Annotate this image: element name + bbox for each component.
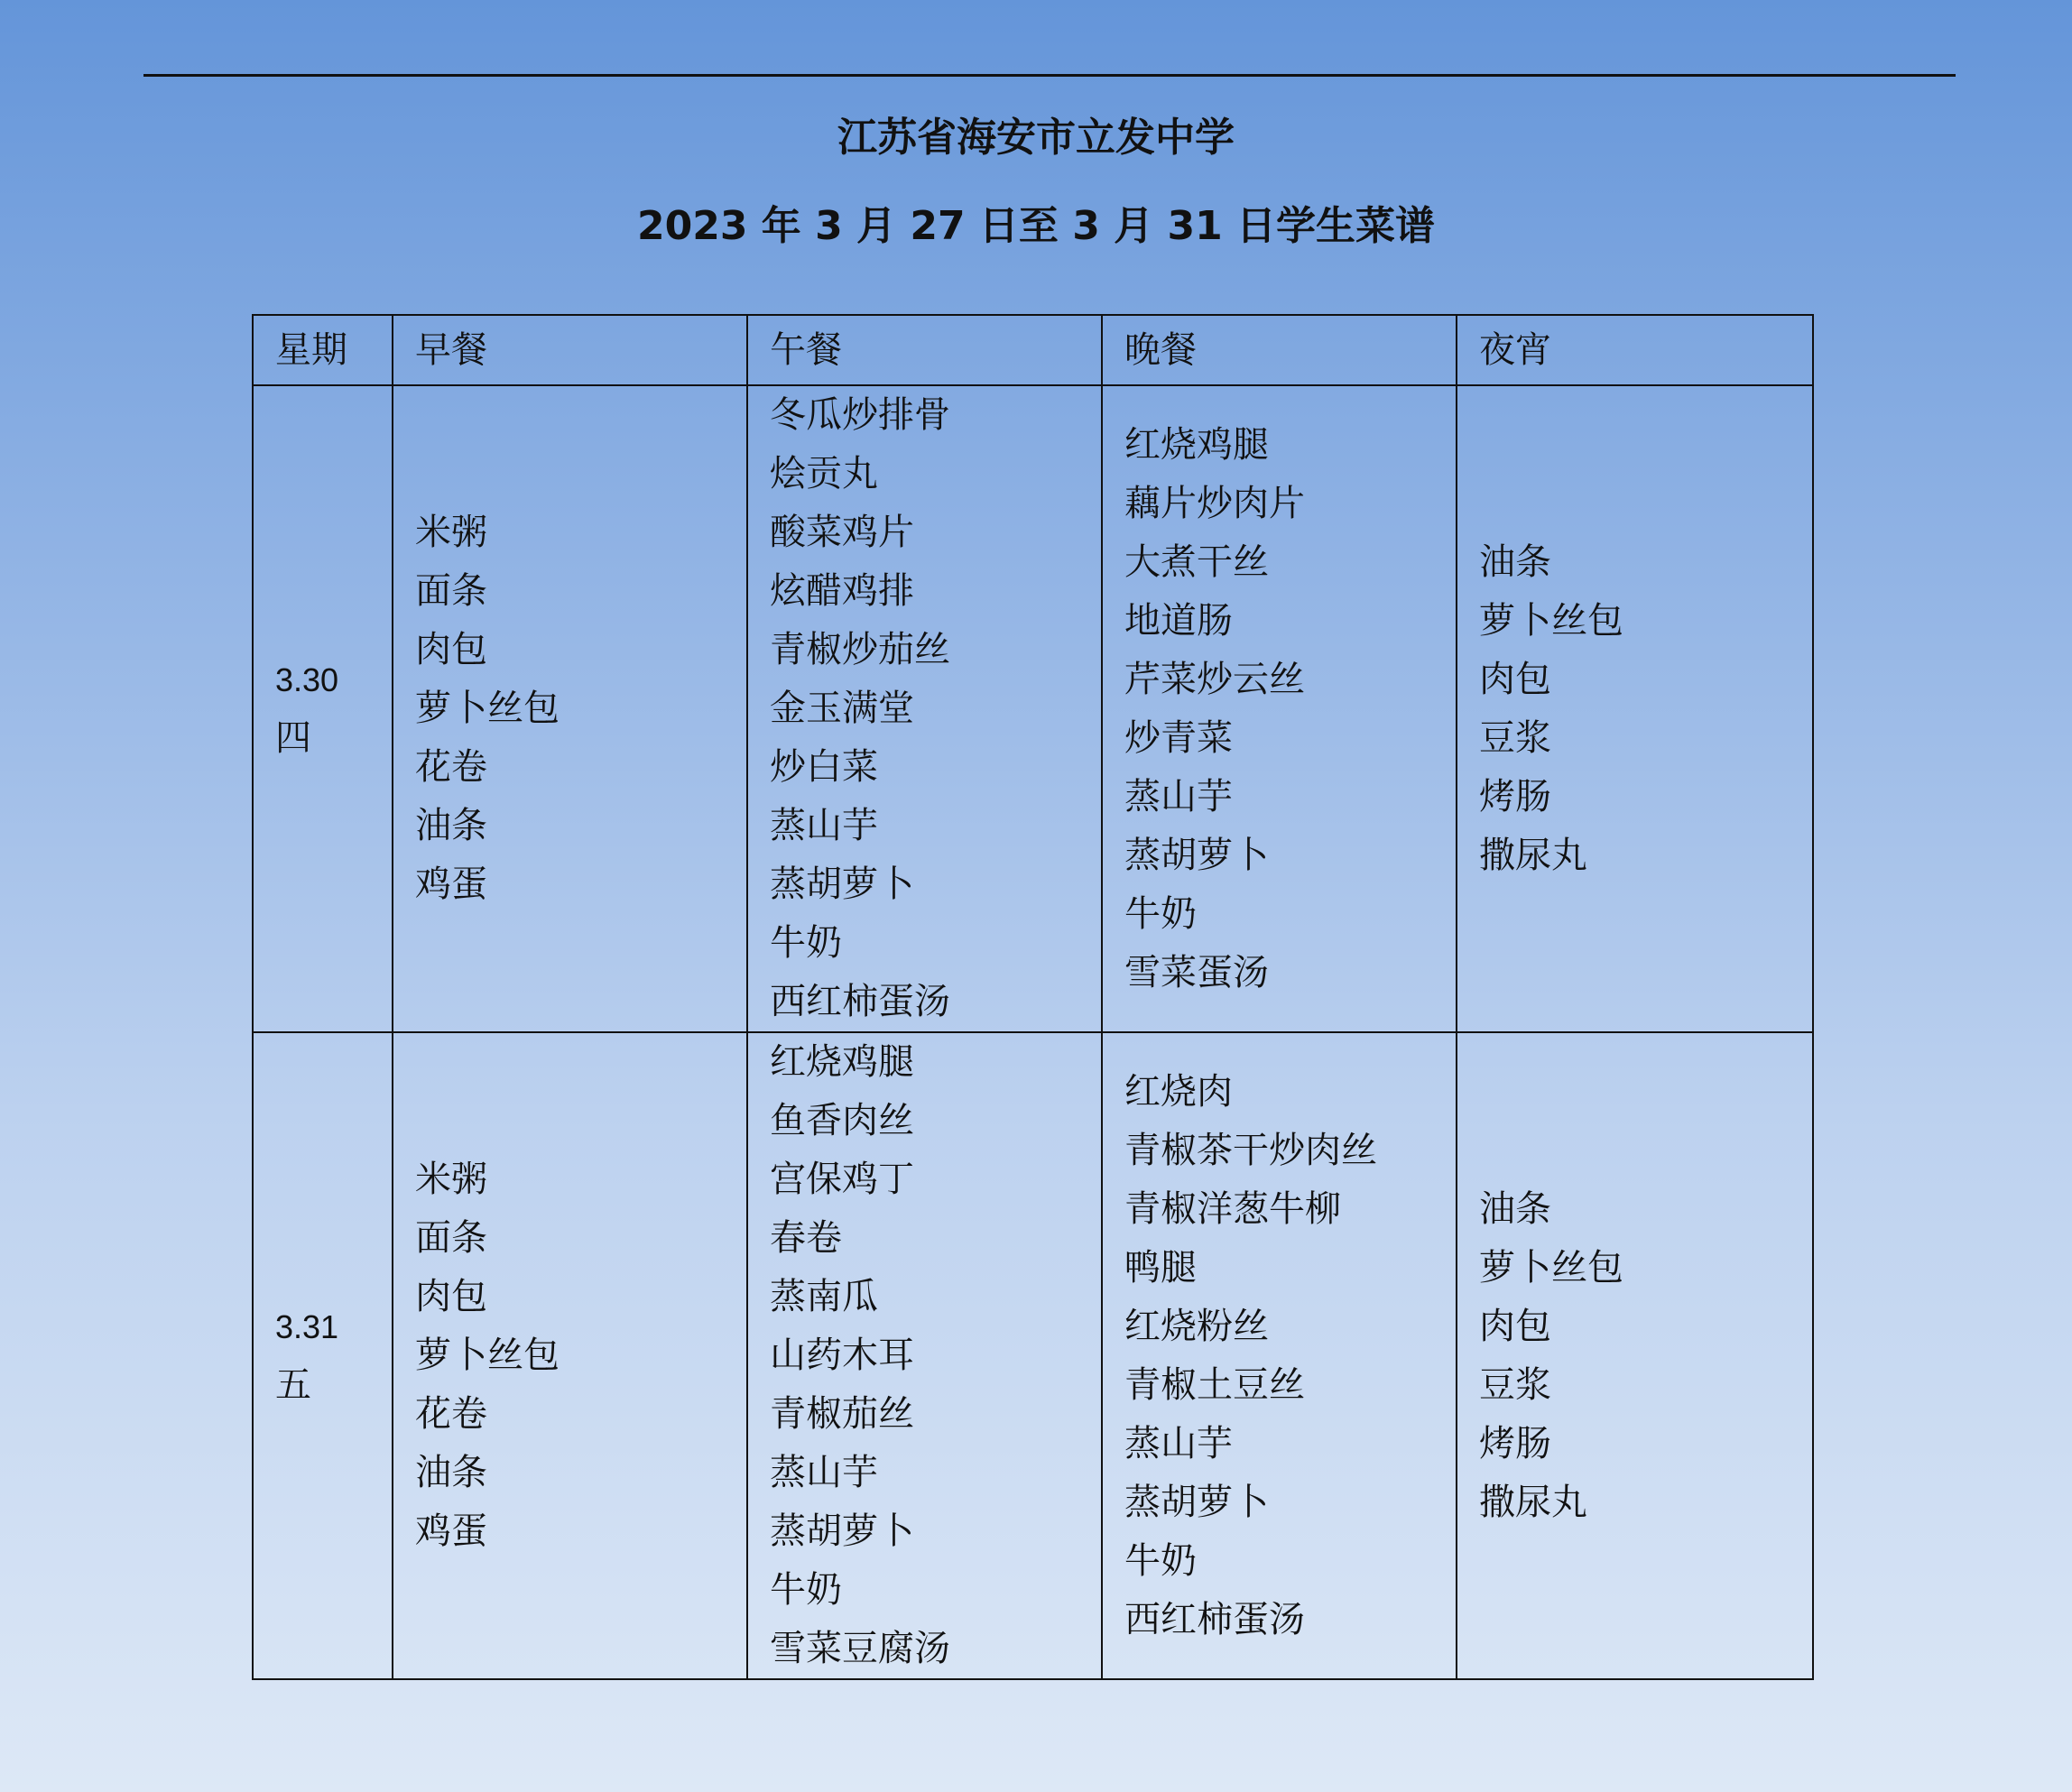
menu-title: 2023 年 3 月 27 日至 3 月 31 日学生菜谱 [636,203,1436,249]
dinner-cell [1102,1032,1457,1679]
dish-item: 油条 [1479,540,1551,583]
dish-item: 西红柿蛋汤 [1124,1598,1305,1640]
dish-item: 花卷 [415,1393,487,1435]
dish-item: 鸡蛋 [415,1510,487,1552]
dish-item: 红烧鸡腿 [770,1041,914,1083]
dish-item: 蒸胡萝卜 [1124,1481,1269,1523]
dish-item: 春卷 [770,1217,842,1259]
dish-item: 鸡蛋 [415,864,487,905]
header-day: 星期 [253,315,393,385]
dish-item: 烤肠 [1479,775,1551,817]
dish-item: 萝卜丝包 [1479,1246,1623,1289]
dish-item: 雪菜蛋汤 [1124,951,1269,993]
dish-item: 红烧鸡腿 [1124,423,1269,466]
dish-item: 牛奶 [1124,1539,1197,1582]
snack-cell [1457,1032,1813,1679]
dish-item: 烩贡丸 [770,453,878,494]
dish-item: 鸭腿 [1124,1246,1197,1289]
dish-item: 宫保鸡丁 [770,1159,914,1200]
dish-item: 蒸南瓜 [770,1276,878,1317]
dish-item: 油条 [415,805,487,846]
lunch-cell [747,1032,1102,1679]
dish-item: 肉包 [1479,658,1551,700]
dish-item: 豆浆 [1479,716,1551,759]
day-cell [253,385,393,1032]
table-row [253,1032,1813,1679]
dish-item: 米粥 [415,512,487,553]
dish-item: 地道肠 [1124,599,1233,642]
dish-item: 炒青菜 [1124,716,1233,759]
dish-item: 蒸胡萝卜 [770,1510,914,1552]
dish-item: 牛奶 [1124,892,1197,935]
header-snack: 夜宵 [1457,315,1813,385]
dish-item: 花卷 [415,746,487,788]
breakfast-cell [393,385,747,1032]
menu-table [252,314,1814,1680]
header-lunch: 午餐 [747,315,1102,385]
header-rule [143,74,1956,77]
dish-item: 油条 [415,1452,487,1493]
dish-item: 红烧肉 [1124,1070,1233,1113]
dish-item: 蒸胡萝卜 [770,864,914,905]
dish-item: 烤肠 [1479,1422,1551,1464]
dish-item: 撒尿丸 [1479,1481,1587,1523]
dish-item: 撒尿丸 [1479,834,1587,876]
dinner-cell [1102,385,1457,1032]
weekday-label: 四 [275,716,311,759]
dish-item: 蒸山芋 [1124,1422,1233,1464]
lunch-cell [747,385,1102,1032]
dish-item: 酸菜鸡片 [770,512,914,553]
dish-item: 萝卜丝包 [1479,599,1623,642]
dish-item: 青椒炒茄丝 [770,629,950,670]
dish-item: 山药木耳 [770,1335,914,1376]
dish-item: 芹菜炒云丝 [1124,658,1305,700]
dish-item: 青椒洋葱牛柳 [1124,1187,1341,1230]
day-cell [253,1032,393,1679]
dish-item: 藕片炒肉片 [1124,482,1305,524]
weekday-label: 五 [275,1363,311,1406]
dish-item: 金玉满堂 [770,688,914,729]
header-dinner: 晚餐 [1102,315,1457,385]
dish-item: 蒸山芋 [770,805,878,846]
school-name: 江苏省海安市立发中学 [837,115,1235,161]
dish-item: 萝卜丝包 [415,688,560,729]
date-label: 3.30 [275,660,339,698]
dish-item: 青椒土豆丝 [1124,1363,1305,1406]
date-label: 3.31 [275,1307,339,1345]
dish-item: 肉包 [415,1276,487,1317]
menu-body [253,385,1813,1679]
dish-item: 肉包 [1479,1305,1551,1347]
dish-item: 蒸山芋 [1124,775,1233,817]
dish-item: 西红柿蛋汤 [770,981,950,1022]
dish-item: 冬瓜炒排骨 [770,394,950,436]
dish-item: 油条 [1479,1187,1551,1230]
table-row [253,385,1813,1032]
dish-item: 炒白菜 [770,746,878,788]
dish-item: 青椒茄丝 [770,1393,914,1435]
dish-item: 红烧粉丝 [1124,1305,1269,1347]
dish-item: 蒸胡萝卜 [1124,834,1269,876]
header-breakfast: 早餐 [393,315,747,385]
dish-item: 牛奶 [770,922,842,964]
breakfast-cell [393,1032,747,1679]
table-header-row [253,315,1813,385]
dish-item: 萝卜丝包 [415,1335,560,1376]
dish-item: 牛奶 [770,1569,842,1611]
dish-item: 肉包 [415,629,487,670]
dish-item: 豆浆 [1479,1363,1551,1406]
dish-item: 鱼香肉丝 [770,1100,914,1141]
dish-item: 炫醋鸡排 [770,570,914,612]
dish-item: 面条 [415,1217,487,1259]
snack-cell [1457,385,1813,1032]
dish-item: 雪菜豆腐汤 [770,1628,950,1669]
dish-item: 米粥 [415,1159,487,1200]
dish-item: 蒸山芋 [770,1452,878,1493]
dish-item: 青椒茶干炒肉丝 [1124,1129,1377,1171]
dish-item: 面条 [415,570,487,612]
dish-item: 大煮干丝 [1124,540,1269,583]
